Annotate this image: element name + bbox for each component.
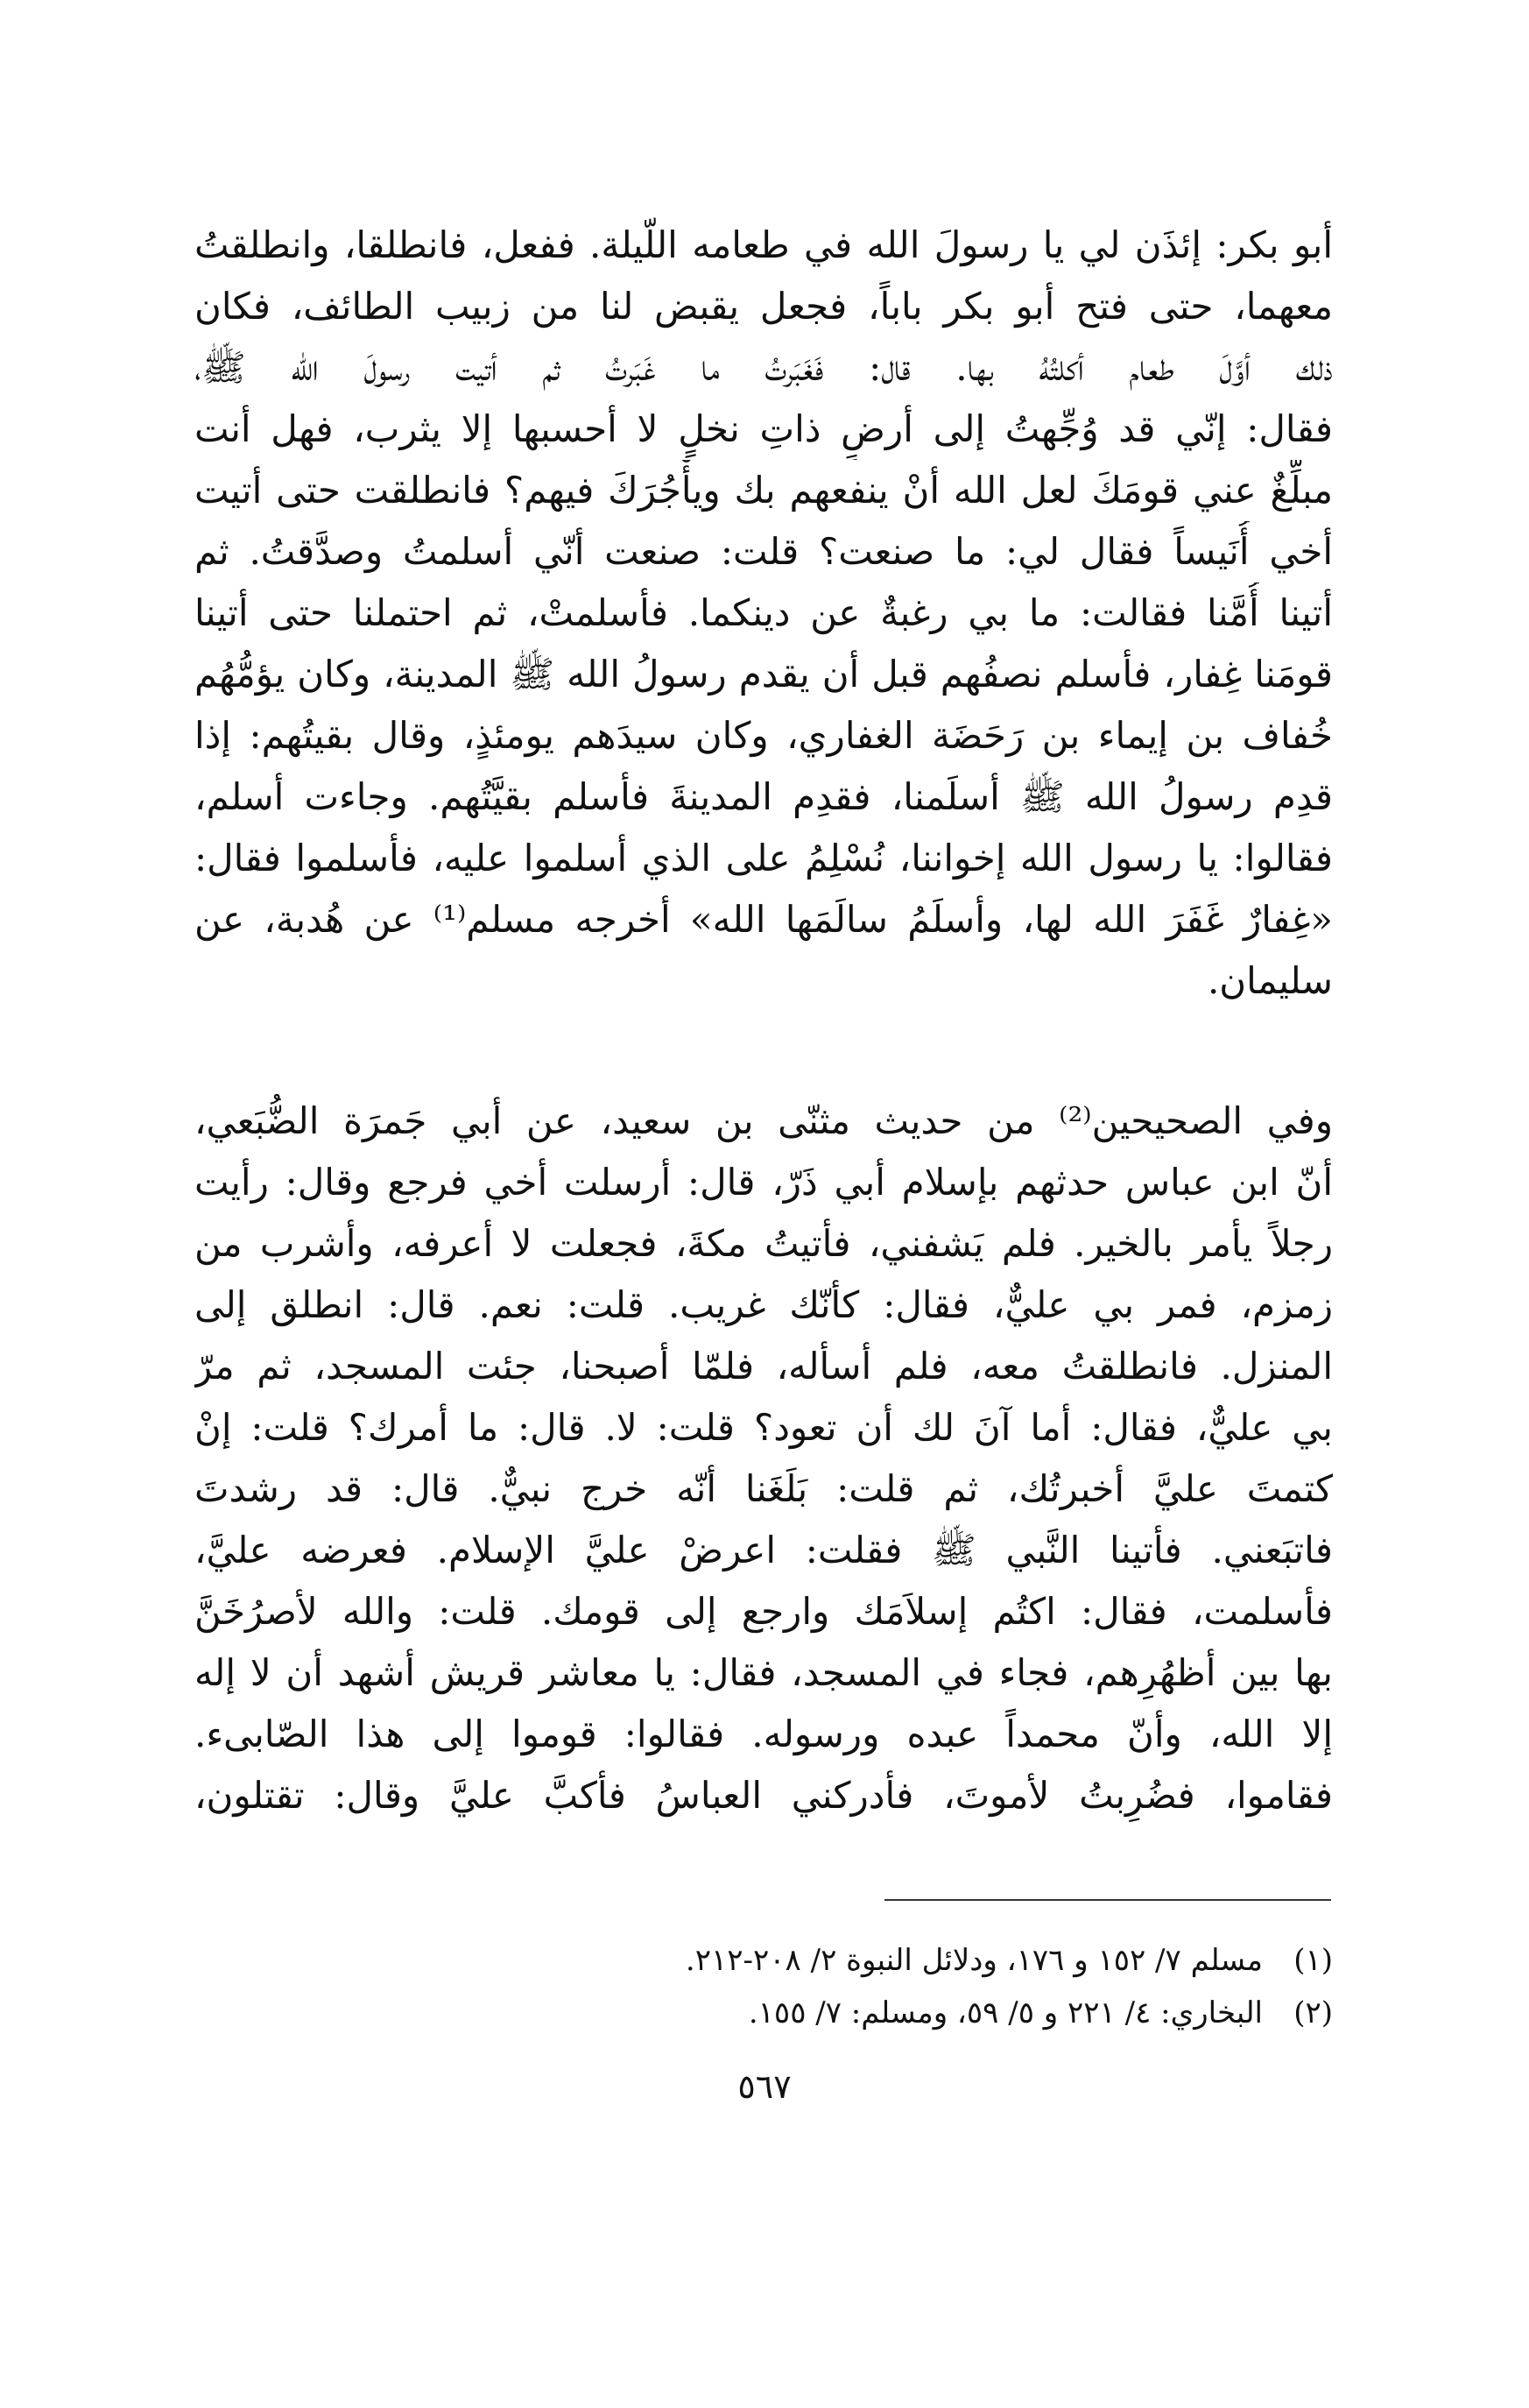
text-line: فقالوا: يا رسول الله إخواننا، نُسْلِمُ على الذي أسلموا عليه، فأسلموا فقال:	[194, 837, 1333, 879]
text-line: فقاموا، فضُرِبتُ لأموتَ، فأدركني العباسُ فأكبَّ عليَّ وقال: تقتلون،	[194, 1774, 1333, 1817]
footnote-number: (٢)	[1293, 1995, 1333, 2030]
text-line: كتمتَ عليَّ أخبرتُك، ثم قلت: بَلَغَنا أنّه خرج نبيٌّ. قال: قد رشدتَ	[194, 1467, 1333, 1510]
text-line: مبلِّغٌ عني قومَكَ لعل الله أنْ ينفعهم بك ويأْجُرَكَ فيهم؟ فانطلقت حتى أتيت	[194, 469, 1333, 512]
text-line: أتينا أُمَّنا فقالت: ما بي رغبةٌ عن دينكما. فأسلمتْ، ثم احتملنا حتى أتينا	[194, 591, 1333, 634]
text-line: بي عليٌّ، فقال: أما آنَ لك أن تعود؟ قلت: لا. قال: ما أمرك؟ قلت: إنْ	[194, 1406, 1333, 1449]
text-line: المنزل. فانطلقتُ معه، فلم أسأله، فلمّا أصبحنا، جئت المسجد، ثم مرّ	[194, 1345, 1333, 1388]
text-line: فأسلمت، فقال: اكتُم إسلاَمَك وارجع إلى قومك. قلت: والله لأصرُخَنَّ	[194, 1590, 1333, 1633]
text-line: أخي أُنَيساً فقال لي: ما صنعت؟ قلت: صنعت أنّي أسلمتُ وصدَّقتُ. ثم	[194, 530, 1333, 573]
page-number: ٥٦٧	[737, 2067, 792, 2106]
text-line: زمزم، فمر بي عليٌّ، فقال: كأنّك غريب. قلت: نعم. قال: انطلق إلى	[194, 1283, 1333, 1326]
text-line: وفي الصحيحين⁽²⁾ من حديث مثنّى بن سعيد، عن أبي جَمرَة الضُّبَعي،	[194, 1099, 1333, 1142]
footnote-number: (١)	[1293, 1943, 1333, 1978]
footnote-1	[194, 1934, 1333, 1987]
paragraph-1	[194, 215, 1333, 1012]
footnote-text: البخاري: ٤/ ٢٢١ و ٥/ ٥٩، ومسلم: ٧/ ١٥٥.	[748, 1995, 1263, 2030]
text-line: سليمان.	[1207, 959, 1333, 1002]
text-line: أنّ ابن عباس حدثهم بإسلام أبي ذَرّ، قال: أرسلت أخي فرجع وقال: رأيت	[194, 1161, 1333, 1204]
text-line: معهما، حتى فتح أبو بكر باباً، فجعل يقبض لنا من زبيب الطائف، فكان	[194, 285, 1333, 328]
paragraph-2	[194, 1091, 1333, 1826]
text-line: خُفاف بن إيماء بن رَحَضَة الغفاري، وكان سيدَهم يومئذٍ، وقال بقيتُهم: إذا	[194, 714, 1333, 757]
text-line: فاتبَعني. فأتينا النَّبي ﷺ فقلت: اعرضْ عليَّ الإسلام. فعرضه عليَّ،	[194, 1529, 1333, 1571]
footnote-2	[194, 1987, 1333, 2039]
text-line: إلا الله، وأنّ محمداً عبده ورسوله. فقالوا: قوموا إلى هذا الصّابىء.	[194, 1712, 1333, 1755]
footnotes	[194, 1934, 1333, 2039]
text-line: قدِم رسولُ الله ﷺ أسلَمنا، فقدِم المدينةَ فأسلم بقيَّتُهم. وجاءت أسلم،	[194, 775, 1333, 818]
footnote-text: مسلم ٧/ ١٥٢ و ١٧٦، ودلائل النبوة ٢/ ٢٠٨-٢١٢.	[685, 1943, 1263, 1978]
text-line: رجلاً يأمر بالخير. فلم يَشفني، فأتيتُ مكةَ، فجعلت لا أعرفه، وأشرب من	[194, 1222, 1333, 1265]
text-line: بها بين أظهُرِهم، فجاء في المسجد، فقال: يا معاشر قريش أشهد أن لا إله	[194, 1651, 1333, 1694]
footnote-separator	[884, 1899, 1331, 1901]
text-line: ذلك أوَّلَ طعام أكلتُهُ بها. قال: فَغَبَرتُ ما غَبَرتُ ثم أتيت رسولَ الله ﷺ،	[194, 346, 1333, 389]
text-line: «غِفارٌ غَفَرَ الله لها، وأسلَمُ سالَمَها الله» أخرجه مسلم⁽¹⁾ عن هُدبة، عن	[194, 898, 1333, 941]
text-line: قومَنا غِفار، فأسلم نصفُهم قبل أن يقدم رسولُ الله ﷺ المدينة، وكان يؤمُّهُم	[194, 653, 1333, 696]
text-line: فقال: إنّي قد وُجِّهتُ إلى أرضٍ ذاتِ نخلٍ لا أحسبها إلا يثرب، فهل أنت	[194, 407, 1333, 450]
text-line: أبو بكر: إئذَن لي يا رسولَ الله في طعامه اللّيلة. ففعل، فانطلقا، وانطلقتُ	[194, 223, 1333, 266]
